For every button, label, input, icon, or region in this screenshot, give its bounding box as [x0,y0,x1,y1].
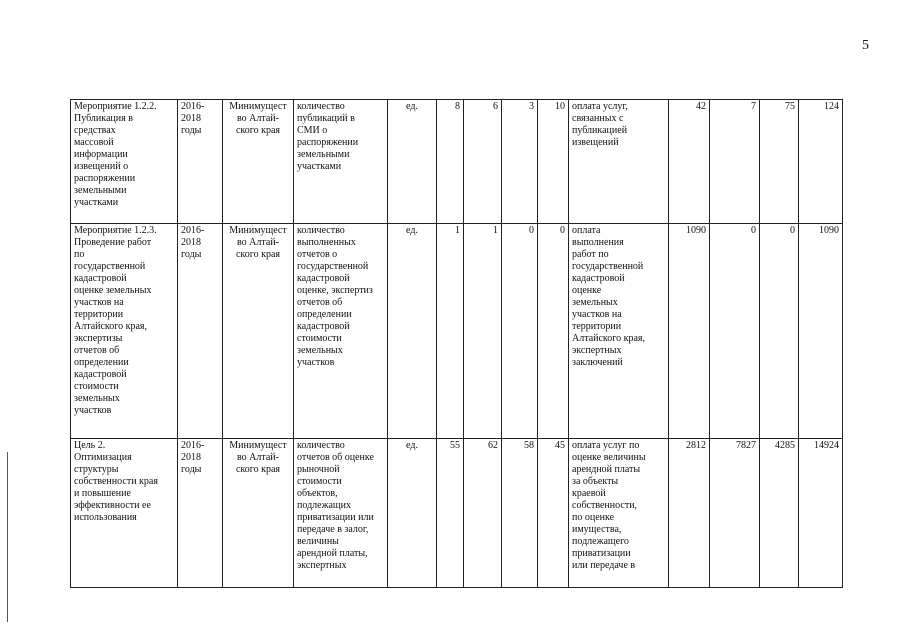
executor-cell: Минимущест во Алтай- ского края [223,100,294,224]
page-number: 5 [862,38,869,53]
funding-cell: 0 [710,224,760,439]
unit-cell: ед. [388,100,437,224]
funding-cell: 7 [710,100,760,224]
table-row [71,224,843,439]
table-row [71,439,843,588]
expense-cell: оплата выполнения работ по государственной кадастровой оценке земельных участков на территории Алтайского края, экспертных заключений [569,224,669,439]
margin-line [7,452,8,622]
executor-cell: Минимущест во Алтай- ского края [223,224,294,439]
unit-cell: ед. [388,224,437,439]
funding-cell: 124 [799,100,843,224]
period-cell: 2016- 2018 годы [178,224,223,439]
value-cell: 3 [502,100,538,224]
funding-cell: 4285 [760,439,799,588]
table-row [71,100,843,224]
value-cell: 45 [538,439,569,588]
program-table [70,99,843,588]
funding-cell: 0 [760,224,799,439]
value-cell: 62 [464,439,502,588]
funding-cell: 75 [760,100,799,224]
funding-cell: 1090 [799,224,843,439]
funding-cell: 1090 [669,224,710,439]
value-cell: 8 [437,100,464,224]
unit-cell: ед. [388,439,437,588]
event-cell: Цель 2. Оптимизация структуры собственности края и повышение эффективности ее использования [71,439,178,588]
executor-cell: Минимущест во Алтай- ского края [223,439,294,588]
funding-cell: 7827 [710,439,760,588]
expense-cell: оплата услуг по оценке величины арендной платы за объекты краевой собственности, по оценке имущества, подлежащего приватизации или передаче в [569,439,669,588]
value-cell: 58 [502,439,538,588]
value-cell: 0 [502,224,538,439]
funding-cell: 2812 [669,439,710,588]
indicator-cell: количество отчетов об оценке рыночной стоимости объектов, подлежащих приватизации или передаче в залог, величины арендной платы, экспертных [294,439,388,588]
value-cell: 55 [437,439,464,588]
funding-cell: 42 [669,100,710,224]
indicator-cell: количество выполненных отчетов о государственной кадастровой оценке, экспертиз отчетов об определении кадастровой стоимости земельных участков [294,224,388,439]
value-cell: 1 [437,224,464,439]
indicator-cell: количество публикаций в СМИ о распоряжении земельными участками [294,100,388,224]
value-cell: 1 [464,224,502,439]
period-cell: 2016- 2018 годы [178,439,223,588]
period-cell: 2016- 2018 годы [178,100,223,224]
value-cell: 0 [538,224,569,439]
expense-cell: оплата услуг, связанных с публикацией извещений [569,100,669,224]
value-cell: 6 [464,100,502,224]
event-cell: Мероприятие 1.2.3. Проведение работ по государственной кадастровой оценке земельных участков на территории Алтайского края, экспертизы отчетов об определении кадастровой стоимости земельных участков [71,224,178,439]
value-cell: 10 [538,100,569,224]
funding-cell: 14924 [799,439,843,588]
event-cell: Мероприятие 1.2.2. Публикация в средствах массовой информации извещений о распоряжении земельными участками [71,100,178,224]
